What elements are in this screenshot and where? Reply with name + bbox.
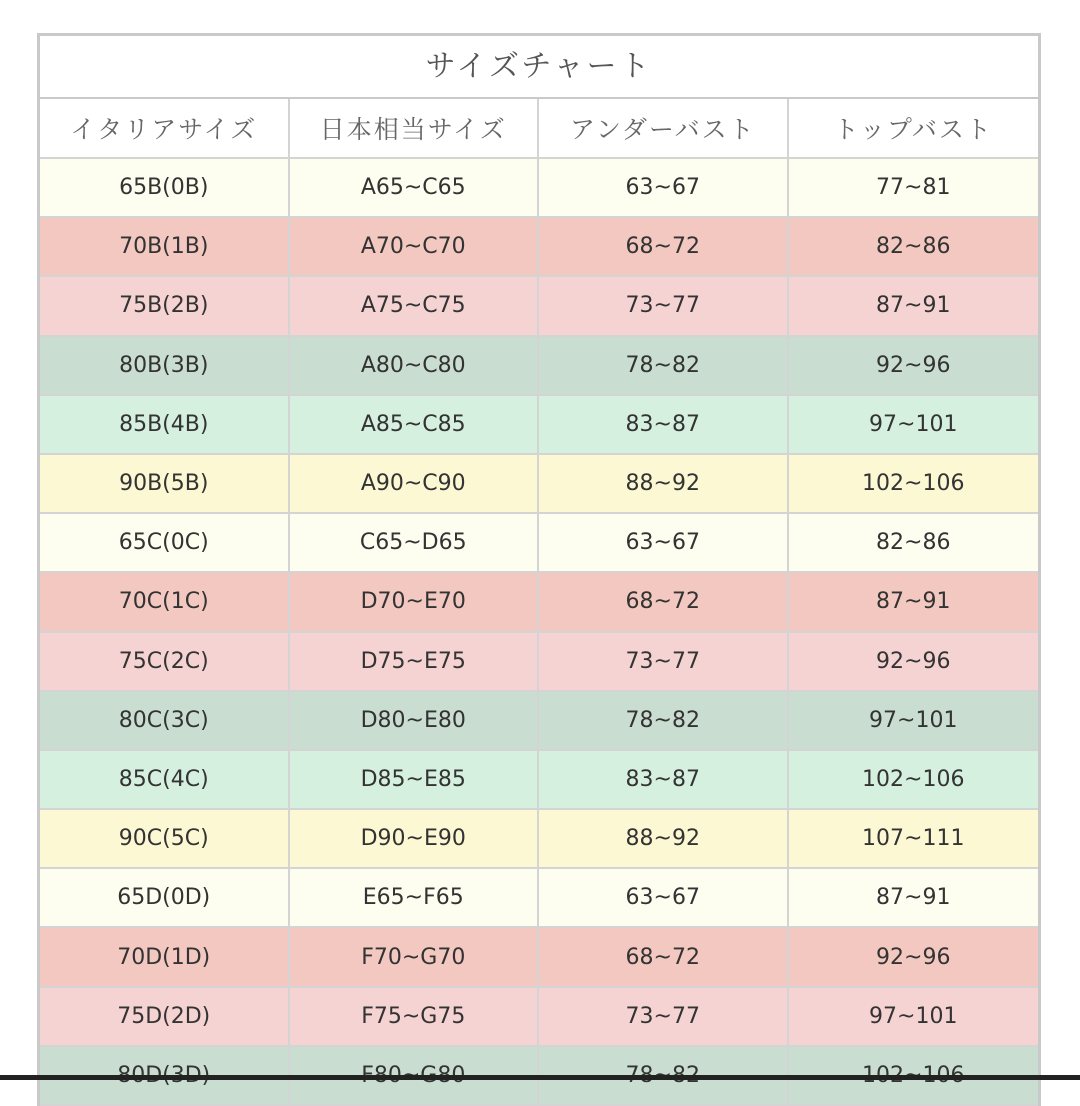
table-cell: 87~91	[876, 885, 951, 911]
table-cell: A70~C70	[290, 218, 540, 275]
table-cell: 65D(0D)	[40, 869, 290, 926]
table-cell: A85~C85	[290, 396, 540, 453]
table-cell: A65~C65	[290, 159, 540, 216]
table-cell: D90~E90	[290, 810, 540, 867]
table-cell: A80~C80	[290, 337, 540, 394]
table-cell: 75D(2D)	[40, 988, 290, 1045]
table-row	[40, 218, 1038, 277]
table-cell: E65~F65	[290, 869, 540, 926]
table-cell: 75C(2C)	[40, 633, 290, 690]
bottom-border	[0, 1075, 1080, 1080]
table-cell: 70B(1B)	[40, 218, 290, 275]
table-row	[40, 277, 1038, 336]
table-cell: 88~92	[539, 455, 789, 512]
table-row	[40, 633, 1038, 692]
size-chart-table	[37, 33, 1041, 1106]
table-cell: 87~91	[876, 589, 951, 615]
table-cell: 80C(3C)	[40, 692, 290, 749]
table-cell: 82~86	[876, 530, 951, 556]
table-cell: 85C(4C)	[40, 751, 290, 808]
table-cell: 87~91	[876, 293, 951, 319]
table-cell: 97~101	[869, 411, 958, 437]
table-cell: 65C(0C)	[40, 514, 290, 571]
table-row	[40, 159, 1038, 218]
table-cell: 77~81	[876, 175, 951, 201]
table-cell: D80~E80	[290, 692, 540, 749]
table-cell: 68~72	[539, 218, 789, 275]
table-row	[40, 337, 1038, 396]
table-cell: 78~82	[539, 692, 789, 749]
table-row	[40, 988, 1038, 1047]
table-cell: 107~111	[862, 826, 965, 852]
table-cell: 78~82	[539, 337, 789, 394]
table-cell: 92~96	[876, 352, 951, 378]
table-cell: D70~E70	[290, 573, 540, 630]
chart-title: サイズチャート	[40, 36, 1038, 99]
table-cell: 97~101	[869, 1003, 958, 1029]
table-cell: 83~87	[539, 751, 789, 808]
table-cell: F75~G75	[290, 988, 540, 1045]
table-cell: D85~E85	[290, 751, 540, 808]
table-row	[40, 455, 1038, 514]
table-cell: 97~101	[869, 707, 958, 733]
table-row	[40, 810, 1038, 869]
table-cell: 92~96	[876, 944, 951, 970]
table-cell: F70~G70	[290, 928, 540, 985]
table-row	[40, 692, 1038, 751]
table-cell: 85B(4B)	[40, 396, 290, 453]
column-header: アンダーバスト	[539, 99, 789, 157]
column-header: イタリアサイズ	[40, 99, 290, 157]
table-cell: 73~77	[539, 633, 789, 690]
table-cell: 63~67	[539, 159, 789, 216]
table-cell: 73~77	[539, 277, 789, 334]
table-row	[40, 514, 1038, 573]
table-row	[40, 869, 1038, 928]
table-row	[40, 573, 1038, 632]
table-cell: A75~C75	[290, 277, 540, 334]
table-row	[40, 928, 1038, 987]
column-header: 日本相当サイズ	[290, 99, 540, 157]
table-row	[40, 396, 1038, 455]
table-cell: 75B(2B)	[40, 277, 290, 334]
table-cell: 70D(1D)	[40, 928, 290, 985]
table-cell: 80B(3B)	[40, 337, 290, 394]
table-cell: 83~87	[539, 396, 789, 453]
table-row	[40, 751, 1038, 810]
table-cell: 82~86	[876, 234, 951, 260]
column-header: トップバスト	[833, 115, 993, 144]
table-cell: 102~106	[862, 471, 965, 497]
table-cell: 102~106	[862, 766, 965, 792]
table-cell: 90C(5C)	[40, 810, 290, 867]
table-cell: 70C(1C)	[40, 573, 290, 630]
table-body	[40, 159, 1038, 1106]
table-cell: D75~E75	[290, 633, 540, 690]
table-cell: 92~96	[876, 648, 951, 674]
table-cell: 63~67	[539, 514, 789, 571]
table-cell: 68~72	[539, 573, 789, 630]
table-cell: 88~92	[539, 810, 789, 867]
table-cell: A90~C90	[290, 455, 540, 512]
table-cell: 68~72	[539, 928, 789, 985]
table-cell: 63~67	[539, 869, 789, 926]
table-cell: C65~D65	[290, 514, 540, 571]
table-cell: 73~77	[539, 988, 789, 1045]
table-cell: 65B(0B)	[40, 159, 290, 216]
table-cell: 90B(5B)	[40, 455, 290, 512]
header-row	[40, 99, 1038, 159]
